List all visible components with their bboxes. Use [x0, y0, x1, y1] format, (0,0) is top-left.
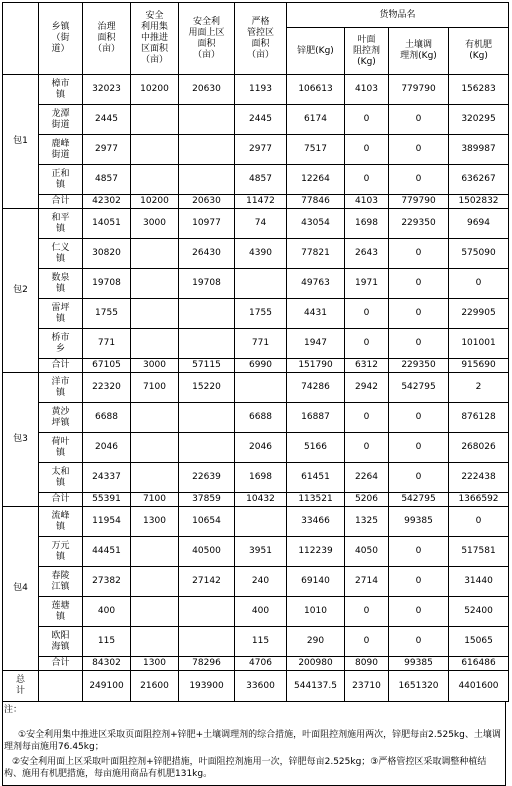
table-row — [3, 537, 509, 567]
subtotal-organic-cell: 616486 — [449, 657, 509, 671]
total-label: 总 计 — [3, 671, 39, 702]
table-row — [3, 329, 509, 359]
header-row — [3, 3, 509, 28]
soil-cell: 0 — [389, 299, 449, 329]
township-cell: 欧阳 海镇 — [39, 627, 83, 657]
total-area-cell: 249100 — [83, 671, 131, 702]
foliar-cell: 4050 — [345, 537, 389, 567]
total-face-cell: 193900 — [179, 671, 235, 702]
area-cell: 400 — [83, 597, 131, 627]
table-row — [3, 597, 509, 627]
area-cell: 24337 — [83, 463, 131, 493]
zinc-cell: 77821 — [287, 239, 345, 269]
township-cell: 桥市 乡 — [39, 329, 83, 359]
face-cell — [179, 403, 235, 433]
header-soil: 土壤调 理剂(Kg) — [389, 28, 449, 75]
organic-cell: 15065 — [449, 627, 509, 657]
subtotal-strict-cell: 6990 — [235, 359, 287, 373]
subtotal-soil-cell: 542795 — [389, 493, 449, 507]
area-cell: 44451 — [83, 537, 131, 567]
subtotal-area-cell: 42302 — [83, 195, 131, 209]
fertilizer-table — [2, 2, 509, 702]
organic-cell: 9694 — [449, 209, 509, 239]
organic-cell: 0 — [449, 507, 509, 537]
subtotal-face-cell: 57115 — [179, 359, 235, 373]
zinc-cell: 69140 — [287, 567, 345, 597]
subtotal-zinc-cell: 151790 — [287, 359, 345, 373]
strict-cell: 240 — [235, 567, 287, 597]
foliar-cell: 4103 — [345, 75, 389, 105]
table-row — [3, 463, 509, 493]
organic-cell: 222438 — [449, 463, 509, 493]
area-cell: 6688 — [83, 403, 131, 433]
header-foliar: 叶面 阻控剂 (Kg) — [345, 28, 389, 75]
soil-cell: 0 — [389, 597, 449, 627]
organic-cell: 389987 — [449, 135, 509, 165]
table-row — [3, 299, 509, 329]
promo-cell — [131, 329, 179, 359]
face-cell — [179, 135, 235, 165]
zinc-cell: 4431 — [287, 299, 345, 329]
total-organic-cell: 4401600 — [449, 671, 509, 702]
area-cell: 14051 — [83, 209, 131, 239]
subtotal-area-cell: 84302 — [83, 657, 131, 671]
subtotal-zinc-cell: 77846 — [287, 195, 345, 209]
subtotal-organic-cell: 1502832 — [449, 195, 509, 209]
foliar-cell: 1698 — [345, 209, 389, 239]
township-cell: 仁义 镇 — [39, 239, 83, 269]
header-strict-area: 严格 管控区 面积 （亩） — [235, 3, 287, 75]
township-cell: 万元 镇 — [39, 537, 83, 567]
zinc-cell: 43054 — [287, 209, 345, 239]
soil-cell: 0 — [389, 239, 449, 269]
strict-cell: 1193 — [235, 75, 287, 105]
strict-cell: 115 — [235, 627, 287, 657]
subtotal-face-cell: 37859 — [179, 493, 235, 507]
soil-cell: 229350 — [389, 209, 449, 239]
zinc-cell: 1010 — [287, 597, 345, 627]
note-1: ①安全利用集中推进区采取页面阻控剂+锌肥+土壤调理剂的综合措施，叶面阻控剂施用两次，锌肥每亩2.525kg、土壤调理剂每亩施用76.45kg； — [4, 730, 501, 752]
soil-cell: 0 — [389, 165, 449, 195]
soil-cell: 0 — [389, 135, 449, 165]
zinc-cell: 1947 — [287, 329, 345, 359]
township-cell: 正和 镇 — [39, 165, 83, 195]
township-cell: 荷叶 镇 — [39, 433, 83, 463]
township-cell: 流峰 镇 — [39, 507, 83, 537]
foliar-cell: 0 — [345, 165, 389, 195]
face-cell: 20630 — [179, 75, 235, 105]
total-foliar-cell: 23710 — [345, 671, 389, 702]
area-cell: 11954 — [83, 507, 131, 537]
foliar-cell: 0 — [345, 403, 389, 433]
strict-cell: 4390 — [235, 239, 287, 269]
face-cell — [179, 597, 235, 627]
notes-section — [2, 702, 506, 786]
corner-cell — [3, 3, 39, 75]
promo-cell — [131, 537, 179, 567]
total-blank-cell — [39, 671, 83, 702]
township-cell: 和平 镇 — [39, 209, 83, 239]
subtotal-strict-cell: 10432 — [235, 493, 287, 507]
header-zinc: 锌肥(Kg) — [287, 28, 345, 75]
subtotal-area-cell: 67105 — [83, 359, 131, 373]
organic-cell: 636267 — [449, 165, 509, 195]
strict-cell: 2046 — [235, 433, 287, 463]
foliar-cell: 2264 — [345, 463, 389, 493]
table-row — [3, 209, 509, 239]
promo-cell — [131, 597, 179, 627]
township-cell: 春陵 江镇 — [39, 567, 83, 597]
strict-cell — [235, 269, 287, 299]
subtotal-soil-cell: 99385 — [389, 657, 449, 671]
subtotal-foliar-cell: 5206 — [345, 493, 389, 507]
strict-cell: 1755 — [235, 299, 287, 329]
face-cell: 27142 — [179, 567, 235, 597]
organic-cell: 268026 — [449, 433, 509, 463]
header-township: 乡镇 （街 道） — [39, 3, 83, 75]
organic-cell: 876128 — [449, 403, 509, 433]
header-organic: 有机肥 (Kg) — [449, 28, 509, 75]
promo-cell — [131, 403, 179, 433]
strict-cell: 3951 — [235, 537, 287, 567]
subtotal-soil-cell: 229350 — [389, 359, 449, 373]
area-cell: 115 — [83, 627, 131, 657]
zinc-cell: 290 — [287, 627, 345, 657]
header-area: 治理 面积 （亩） — [83, 3, 131, 75]
header-face-area: 安全利 用面上区 面积 （亩） — [179, 3, 235, 75]
foliar-cell: 1971 — [345, 269, 389, 299]
organic-cell: 2 — [449, 373, 509, 403]
foliar-cell: 0 — [345, 433, 389, 463]
face-cell — [179, 299, 235, 329]
promo-cell — [131, 567, 179, 597]
group-label: 包3 — [3, 373, 39, 507]
subtotal-strict-cell: 4706 — [235, 657, 287, 671]
subtotal-row — [3, 657, 509, 671]
foliar-cell: 2714 — [345, 567, 389, 597]
face-cell — [179, 433, 235, 463]
area-cell: 1755 — [83, 299, 131, 329]
promo-cell — [131, 299, 179, 329]
face-cell — [179, 627, 235, 657]
promo-cell — [131, 239, 179, 269]
soil-cell: 542795 — [389, 373, 449, 403]
soil-cell: 0 — [389, 269, 449, 299]
subtotal-face-cell: 20630 — [179, 195, 235, 209]
table-row — [3, 507, 509, 537]
subtotal-foliar-cell: 8090 — [345, 657, 389, 671]
soil-cell: 0 — [389, 537, 449, 567]
subtotal-promo-cell: 3000 — [131, 359, 179, 373]
subtotal-organic-cell: 1366592 — [449, 493, 509, 507]
subtotal-promo-cell: 10200 — [131, 195, 179, 209]
zinc-cell: 6174 — [287, 105, 345, 135]
area-cell: 2445 — [83, 105, 131, 135]
foliar-cell: 0 — [345, 135, 389, 165]
organic-cell: 229905 — [449, 299, 509, 329]
zinc-cell: 16887 — [287, 403, 345, 433]
table-row — [3, 373, 509, 403]
zinc-cell: 74286 — [287, 373, 345, 403]
soil-cell: 0 — [389, 463, 449, 493]
group-label: 包4 — [3, 507, 39, 671]
zinc-cell: 49763 — [287, 269, 345, 299]
organic-cell: 575090 — [449, 239, 509, 269]
note-2: ②安全利用面上区采取叶面阻控剂+锌肥措施，叶面阻控剂施用一次，锌肥每亩2.525kg；③严格管控区采取调整种植结构、施用有机肥措施，每亩施用商品有机肥131kg。 — [4, 757, 487, 779]
table-row — [3, 135, 509, 165]
subtotal-face-cell: 78296 — [179, 657, 235, 671]
subtotal-strict-cell: 11472 — [235, 195, 287, 209]
promo-cell — [131, 269, 179, 299]
organic-cell: 31440 — [449, 567, 509, 597]
face-cell — [179, 329, 235, 359]
table-row — [3, 269, 509, 299]
organic-cell: 0 — [449, 269, 509, 299]
promo-cell: 7100 — [131, 373, 179, 403]
zinc-cell: 33466 — [287, 507, 345, 537]
table-row — [3, 627, 509, 657]
strict-cell: 4857 — [235, 165, 287, 195]
soil-cell: 779790 — [389, 75, 449, 105]
organic-cell: 320295 — [449, 105, 509, 135]
area-cell: 32023 — [83, 75, 131, 105]
face-cell: 15220 — [179, 373, 235, 403]
group-label: 包1 — [3, 75, 39, 209]
organic-cell: 52400 — [449, 597, 509, 627]
promo-cell: 1300 — [131, 507, 179, 537]
subtotal-promo-cell: 7100 — [131, 493, 179, 507]
subtotal-label: 合计 — [39, 493, 83, 507]
soil-cell: 0 — [389, 105, 449, 135]
promo-cell: 3000 — [131, 209, 179, 239]
total-row — [3, 671, 509, 702]
zinc-cell: 7517 — [287, 135, 345, 165]
township-cell: 鹿峰 街道 — [39, 135, 83, 165]
face-cell — [179, 165, 235, 195]
township-cell: 樟市 镇 — [39, 75, 83, 105]
zinc-cell: 12264 — [287, 165, 345, 195]
township-cell: 雷坪 镇 — [39, 299, 83, 329]
township-cell: 莲塘 镇 — [39, 597, 83, 627]
subtotal-row — [3, 195, 509, 209]
subtotal-row — [3, 493, 509, 507]
promo-cell — [131, 135, 179, 165]
strict-cell — [235, 373, 287, 403]
soil-cell: 0 — [389, 567, 449, 597]
total-promo-cell: 21600 — [131, 671, 179, 702]
area-cell: 771 — [83, 329, 131, 359]
soil-cell: 0 — [389, 403, 449, 433]
strict-cell: 2977 — [235, 135, 287, 165]
organic-cell: 517581 — [449, 537, 509, 567]
foliar-cell: 0 — [345, 597, 389, 627]
area-cell: 27382 — [83, 567, 131, 597]
strict-cell: 1698 — [235, 463, 287, 493]
subtotal-organic-cell: 915690 — [449, 359, 509, 373]
strict-cell: 400 — [235, 597, 287, 627]
township-cell: 龙潭 街道 — [39, 105, 83, 135]
promo-cell — [131, 165, 179, 195]
notes-title: 注： — [4, 705, 23, 715]
face-cell: 19708 — [179, 269, 235, 299]
area-cell: 19708 — [83, 269, 131, 299]
foliar-cell: 2643 — [345, 239, 389, 269]
township-cell: 数泉 镇 — [39, 269, 83, 299]
area-cell: 4857 — [83, 165, 131, 195]
subtotal-label: 合计 — [39, 657, 83, 671]
face-cell: 10977 — [179, 209, 235, 239]
subtotal-zinc-cell: 113521 — [287, 493, 345, 507]
header-goods: 货物品名 — [287, 3, 509, 28]
subtotal-zinc-cell: 200980 — [287, 657, 345, 671]
total-strict-cell: 33600 — [235, 671, 287, 702]
zinc-cell: 112239 — [287, 537, 345, 567]
foliar-cell: 0 — [345, 299, 389, 329]
foliar-cell: 1325 — [345, 507, 389, 537]
face-cell: 40500 — [179, 537, 235, 567]
promo-cell — [131, 433, 179, 463]
subtotal-foliar-cell: 6312 — [345, 359, 389, 373]
subtotal-label: 合计 — [39, 359, 83, 373]
table-row — [3, 165, 509, 195]
area-cell: 2977 — [83, 135, 131, 165]
subtotal-row — [3, 359, 509, 373]
zinc-cell: 106613 — [287, 75, 345, 105]
organic-cell: 156283 — [449, 75, 509, 105]
strict-cell: 6688 — [235, 403, 287, 433]
organic-cell: 101001 — [449, 329, 509, 359]
township-cell: 洋市 镇 — [39, 373, 83, 403]
table-row — [3, 105, 509, 135]
subtotal-area-cell: 55391 — [83, 493, 131, 507]
township-cell: 黄沙 坪镇 — [39, 403, 83, 433]
total-soil-cell: 1651320 — [389, 671, 449, 702]
soil-cell: 0 — [389, 433, 449, 463]
strict-cell: 771 — [235, 329, 287, 359]
foliar-cell: 0 — [345, 627, 389, 657]
area-cell: 22320 — [83, 373, 131, 403]
promo-cell: 10200 — [131, 75, 179, 105]
table-row — [3, 75, 509, 105]
area-cell: 30820 — [83, 239, 131, 269]
group-label: 包2 — [3, 209, 39, 373]
soil-cell: 0 — [389, 627, 449, 657]
strict-cell: 74 — [235, 209, 287, 239]
table-row — [3, 239, 509, 269]
zinc-cell: 61451 — [287, 463, 345, 493]
face-cell — [179, 105, 235, 135]
township-cell: 太和 镇 — [39, 463, 83, 493]
soil-cell: 99385 — [389, 507, 449, 537]
header-promo-area: 安全 利用集 中推进 区面积 （亩） — [131, 3, 179, 75]
subtotal-label: 合计 — [39, 195, 83, 209]
promo-cell — [131, 627, 179, 657]
strict-cell — [235, 507, 287, 537]
zinc-cell: 5166 — [287, 433, 345, 463]
promo-cell — [131, 105, 179, 135]
table-row — [3, 567, 509, 597]
soil-cell: 0 — [389, 329, 449, 359]
promo-cell — [131, 463, 179, 493]
document — [2, 2, 508, 786]
face-cell: 10654 — [179, 507, 235, 537]
subtotal-soil-cell: 779790 — [389, 195, 449, 209]
total-zinc-cell: 544137.5 — [287, 671, 345, 702]
strict-cell: 2445 — [235, 105, 287, 135]
subtotal-foliar-cell: 4103 — [345, 195, 389, 209]
table-row — [3, 433, 509, 463]
foliar-cell: 0 — [345, 329, 389, 359]
foliar-cell: 2942 — [345, 373, 389, 403]
foliar-cell: 0 — [345, 105, 389, 135]
table-row — [3, 403, 509, 433]
face-cell: 22639 — [179, 463, 235, 493]
subtotal-promo-cell: 1300 — [131, 657, 179, 671]
face-cell: 26430 — [179, 239, 235, 269]
area-cell: 2046 — [83, 433, 131, 463]
